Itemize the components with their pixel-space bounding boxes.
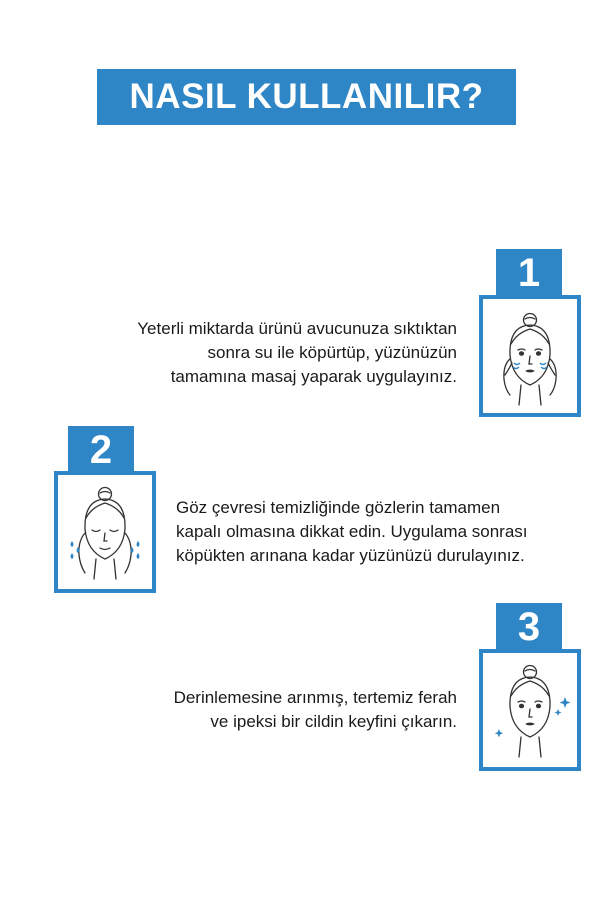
step-3-line-2: ve ipeksi bir cildin keyfini çıkarın.	[210, 712, 457, 731]
step-2-line-2: kapalı olmasına dikkat edin. Uygulama sonrası	[176, 522, 528, 541]
step-3-illustration	[479, 649, 581, 771]
step-1-line-3: tamamına masaj yaparak uygulayınız.	[170, 367, 457, 386]
step-3-line-1: Derinlemesine arınmış, tertemiz ferah	[173, 688, 457, 707]
step-2-illustration	[54, 471, 156, 593]
face-with-hands-icon	[483, 299, 577, 413]
step-1-text	[137, 317, 457, 389]
glowing-face-icon	[483, 653, 577, 767]
step-2-number: 2	[68, 426, 134, 474]
face-rinsing-icon	[58, 475, 152, 589]
page-title: NASIL KULLANILIR?	[97, 69, 516, 125]
step-3-text	[174, 686, 457, 734]
step-1-number: 1	[496, 249, 562, 297]
step-1-line-2: sonra su ile köpürtüp, yüzünüzün	[207, 343, 457, 362]
step-2-line-1: Göz çevresi temizliğinde gözlerin tamamen	[176, 498, 501, 517]
step-3-number: 3	[496, 603, 562, 651]
step-1-illustration	[479, 295, 581, 417]
step-2-text	[176, 496, 528, 568]
step-1-line-1: Yeterli miktarda ürünü avucunuza sıktıktan	[137, 319, 457, 338]
step-2-line-3: köpükten arınana kadar yüzünüzü durulayınız.	[176, 546, 525, 565]
